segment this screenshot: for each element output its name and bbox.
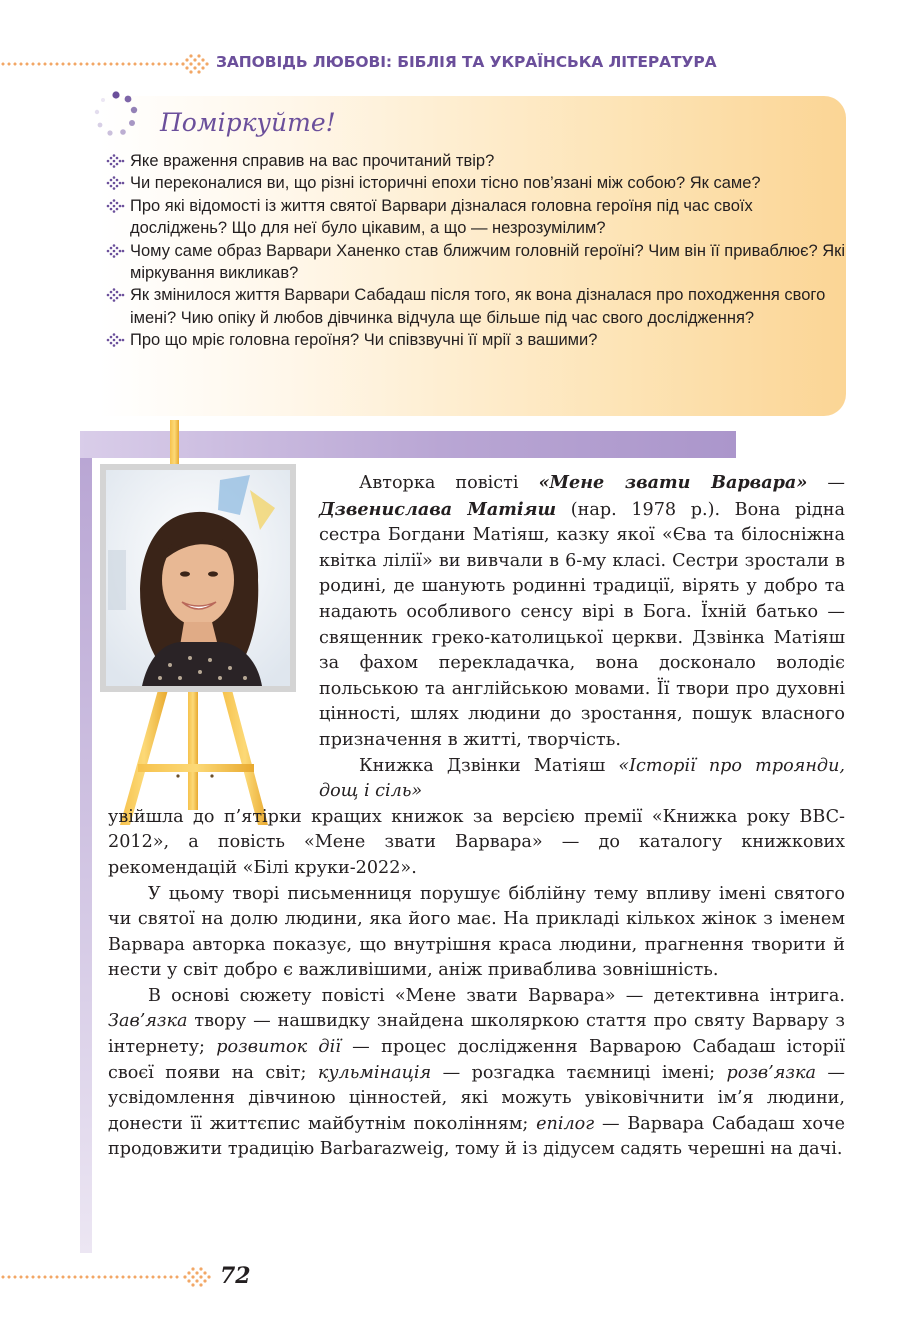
text-span: —	[807, 473, 845, 493]
text-span: — усвідомлення дівчиною цінностей, які можуть увіковічнити ім’я людини, донести її життєпис майбутнім поколінням;	[108, 1062, 846, 1134]
text-span: — розгадка таємниці імені;	[431, 1062, 727, 1083]
paragraph-books-rest	[108, 805, 845, 882]
question-list	[106, 150, 846, 352]
chapter-title: ЗАПОВІДЬ ЛЮБОВІ: БІБЛІЯ ТА УКРАЇНСЬКА ЛІТЕРАТУРА	[216, 53, 717, 71]
question-text: Чому саме образ Варвари Ханенко став ближчим головній героїні? Чим він її приваблює? Які міркування викликав?	[130, 241, 846, 283]
book-title: «Історії про троянди, дощ і сіль»	[319, 755, 845, 802]
page-number: 72	[220, 1263, 251, 1289]
question-text: Про які відомості із життя святої Варвари дізналася головна героїня під час своїх досліджень? Що для неї було цікавим, а що — незрозумілим?	[130, 196, 753, 238]
text-span: — процес дослідження Варварою Сабадаш історії своєї появи на світ;	[108, 1037, 845, 1083]
question-text: Про що мріє головна героїня? Чи співзвучні її мрії з вашими?	[130, 331, 598, 350]
term-climax: кульмінація	[317, 1062, 432, 1083]
arrow-bullet-icon	[106, 176, 126, 190]
question-text: Яке враження справив на вас прочитаний твір?	[130, 152, 495, 170]
footer-dotted-line	[0, 1275, 180, 1279]
arrow-bullet-icon	[106, 154, 126, 168]
chevron-right-icon	[180, 50, 210, 78]
arrow-bullet-icon	[106, 333, 126, 347]
paragraph-books-lead	[319, 754, 845, 805]
book-title: «Мене звати Варвара»	[538, 472, 808, 493]
list-item	[106, 284, 846, 329]
author-name: Дзвенислава Матіяш	[319, 498, 557, 520]
text-span: твору — нашвидку знайдена школяркою стаття про святу Варвару з інтернету;	[108, 1011, 845, 1058]
header-dotted-line	[0, 62, 180, 66]
text-span: В основі сюжету повісті «Мене звати Варвара» — детективна інтрига.	[148, 985, 845, 1006]
running-header	[0, 48, 918, 78]
term-development: розвиток дії	[216, 1037, 341, 1058]
arrow-bullet-icon	[106, 244, 126, 258]
paragraph-plot	[108, 984, 845, 1163]
arrow-bullet-icon	[106, 199, 126, 213]
chevron-right-icon	[182, 1262, 212, 1292]
term-exposition: Зав’язка	[108, 1011, 188, 1032]
list-item	[106, 195, 846, 240]
text-span: (нар. 1978 р.). Вона рідна сестра Богдани Матіяш, казку якої «Єва та білосніжна квітка лілії» ви вивчали в 6-му класі. Сестри зростали в родині, де шанують родинні традиції, вірять у добро та надають особливого сенсу вірі в Бога. Їхній батько — священник греко-католицької церкви. Дзвінка Матіяш за фахом перекладачка, вона досконало володіє польською та англійською мовами. Її твори про духовні цінності, шлях людини до зростання, пошук власного призначення в житті, творчість.	[319, 499, 845, 750]
dots-circle-icon	[92, 90, 140, 138]
question-text: Як змінилося життя Варвари Сабадаш після того, як вона дізналася про походження свого імені? Чию опіку й любов дівчинка відчула ще більше під час свого дослідження?	[130, 286, 826, 327]
wrapped-text-block	[319, 470, 845, 754]
term-resolution: розв’язка	[726, 1062, 816, 1083]
paragraph-books	[108, 754, 845, 805]
text-span: Книжка Дзвінки Матіяш	[359, 755, 619, 776]
article-body	[108, 470, 845, 1163]
list-item	[106, 329, 846, 351]
text-span: увійшла до п’ятірки кращих книжок за версією премії «Книжка року BBC-2012», а повість «Мене звати Варвара» — до каталогу книжкових рекомендацій «Білі круки-2022».	[108, 806, 845, 878]
list-item	[106, 240, 846, 285]
list-item	[106, 150, 846, 172]
paragraph-theme: У цьому творі письменниця порушує біблійну тему впливу імені святого чи святої на долю людини, яка його має. На прикладі кількох жінок з іменем Варвара авторка показує, що внутрішня краса людини, прагнення творити й нести у світ добро є важливішими, аніж приваблива зовнішність.	[108, 883, 845, 981]
think-box-title: Поміркуйте!	[160, 108, 336, 137]
list-item	[106, 172, 846, 194]
paragraph-author	[319, 470, 845, 754]
text-span: — Варвара Сабадаш хоче продовжити традицію Barbarazweig, тому й із дідусем садять черешні на дачі.	[108, 1113, 845, 1160]
section-side-bar	[80, 458, 92, 1253]
arrow-bullet-icon	[106, 288, 126, 302]
term-epilogue: епілог	[536, 1113, 595, 1134]
question-text: Чи переконалися ви, що різні історичні епохи тісно пов’язані між собою? Як саме?	[130, 174, 761, 193]
text-span: Авторка повісті	[359, 473, 539, 493]
